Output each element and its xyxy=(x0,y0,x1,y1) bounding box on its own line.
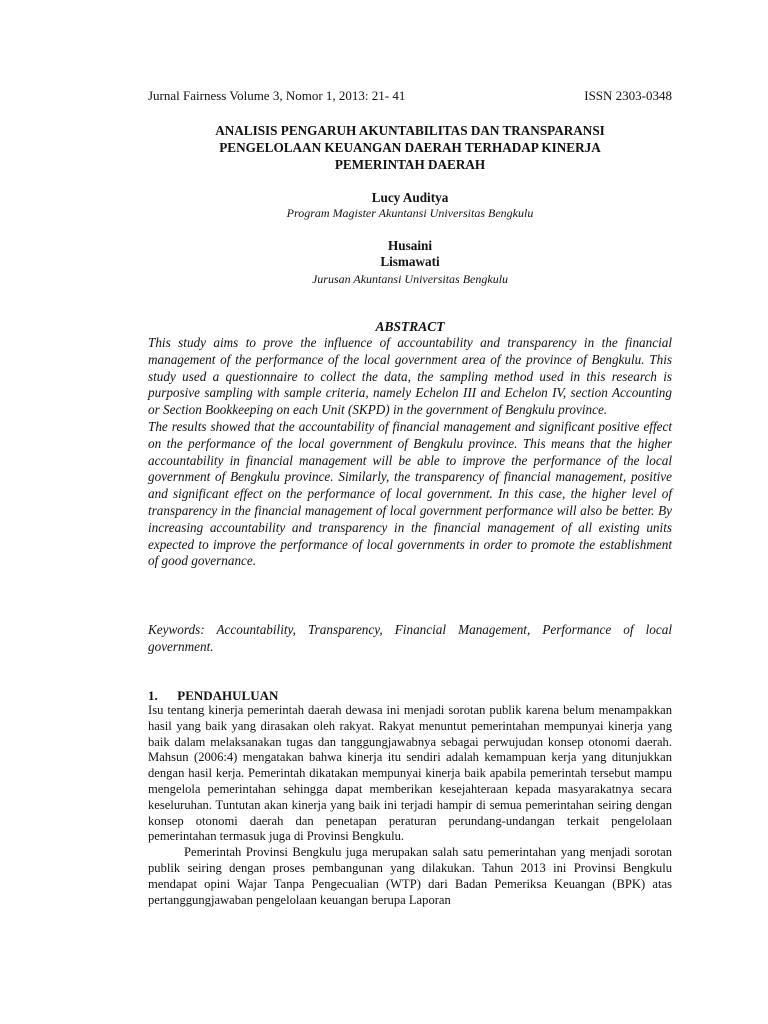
abstract-text xyxy=(148,335,672,570)
author-name: Husaini xyxy=(388,238,432,253)
paper-title xyxy=(148,122,672,173)
abstract-heading: ABSTRACT xyxy=(375,319,445,334)
keywords: Keywords: Accountability, Transparency, Financial Management, Performance of local government. xyxy=(148,622,672,654)
title-line: PENGELOLAAN KEUANGAN DAERAH TERHADAP KINERJA xyxy=(219,140,601,155)
author-affiliation: Program Magister Akuntansi Universitas Bengkulu xyxy=(286,206,534,220)
body-text xyxy=(148,703,672,908)
body-paragraph: Pemerintah Provinsi Bengkulu juga merupakan salah satu pemerintahan yang menjadi sorotan publik seiring dengan proses pembangunan yang dilakukan. Tahun 2013 ini Provinsi Bengkulu mendapat opini Wajar Tanpa Pengecualian (WTP) dari Badan Pemeriksa Keuangan (BPK) atas pertanggungjawaban pengelolaan keuangan berupa Laporan xyxy=(148,845,672,907)
issn: ISSN 2303-0348 xyxy=(584,88,672,103)
running-header xyxy=(148,88,672,104)
title-line: PEMERINTAH DAERAH xyxy=(334,157,486,172)
section-title: PENDAHULUAN xyxy=(177,688,279,703)
author-name: Lucy Auditya xyxy=(371,190,449,205)
section-number: 1. xyxy=(148,688,158,703)
journal-citation: Jurnal Fairness Volume 3, Nomor 1, 2013: 21- 41 xyxy=(148,88,406,103)
title-line: ANALISIS PENGARUH AKUNTABILITAS DAN TRANSPARANSI xyxy=(215,123,605,138)
author-affiliation: Jurusan Akuntansi Universitas Bengkulu xyxy=(311,272,509,286)
abstract-paragraph: The results showed that the accountability of financial management and significant positive effect on the performance of the local government of Bengkulu province. This means that the higher accountability in financial management will be able to improve the performance of the local government of Bengkulu province. Similarly, the transparency of financial management, positive and significant effect on the performance of local government. In this case, the higher level of transparency in the financial management of local government performance will also be better. By increasing accountability and transparency in the financial management of all existing units expected to improve the performance of local governments in order to promote the establishment of good governance. xyxy=(148,418,672,569)
section-heading xyxy=(148,688,278,704)
abstract-paragraph: This study aims to prove the influence of accountability and transparency in the financial management of the performance of the local government area of the province of Bengkulu. This study used a questionnaire to collect the data, the sampling method used in this research is purposive sampling with sample criteria, namely Echelon III and Echelon IV, section Accounting or Section Bookkeeping on each Unit (SKPD) in the government of Bengkulu province. xyxy=(148,335,672,418)
body-paragraph: Isu tentang kinerja pemerintah daerah dewasa ini menjadi sorotan publik karena belum menampakkan hasil yang baik yang dirasakan oleh rakyat. Rakyat menuntut pemerintahan mempunyai kinerja yang baik dalam melaksanakan tugas dan tanggungjawabnya sebagai perwujudan konsep otonomi daerah. Mahsun (2006:4) mengatakan bahwa kinerja itu sendiri adalah kemampuan kerja yang ditunjukkan dengan hasil kerja. Pemerintah dikatakan mempunyai kinerja baik apabila pemerintah tersebut mampu mengelola pemerintahan sehingga dapat memberikan kesejahteraan kepada masyarakatnya secara keseluruhan. Tuntutan akan kinerja yang baik ini terjadi hampir di semua pemerintahan seiring dengan konsep otonomi daerah dan penetapan peraturan perundang-undangan terkait pengelolaan pemerintahan termasuk juga di Provinsi Bengkulu. xyxy=(148,703,672,844)
author-name: Lismawati xyxy=(380,254,440,269)
